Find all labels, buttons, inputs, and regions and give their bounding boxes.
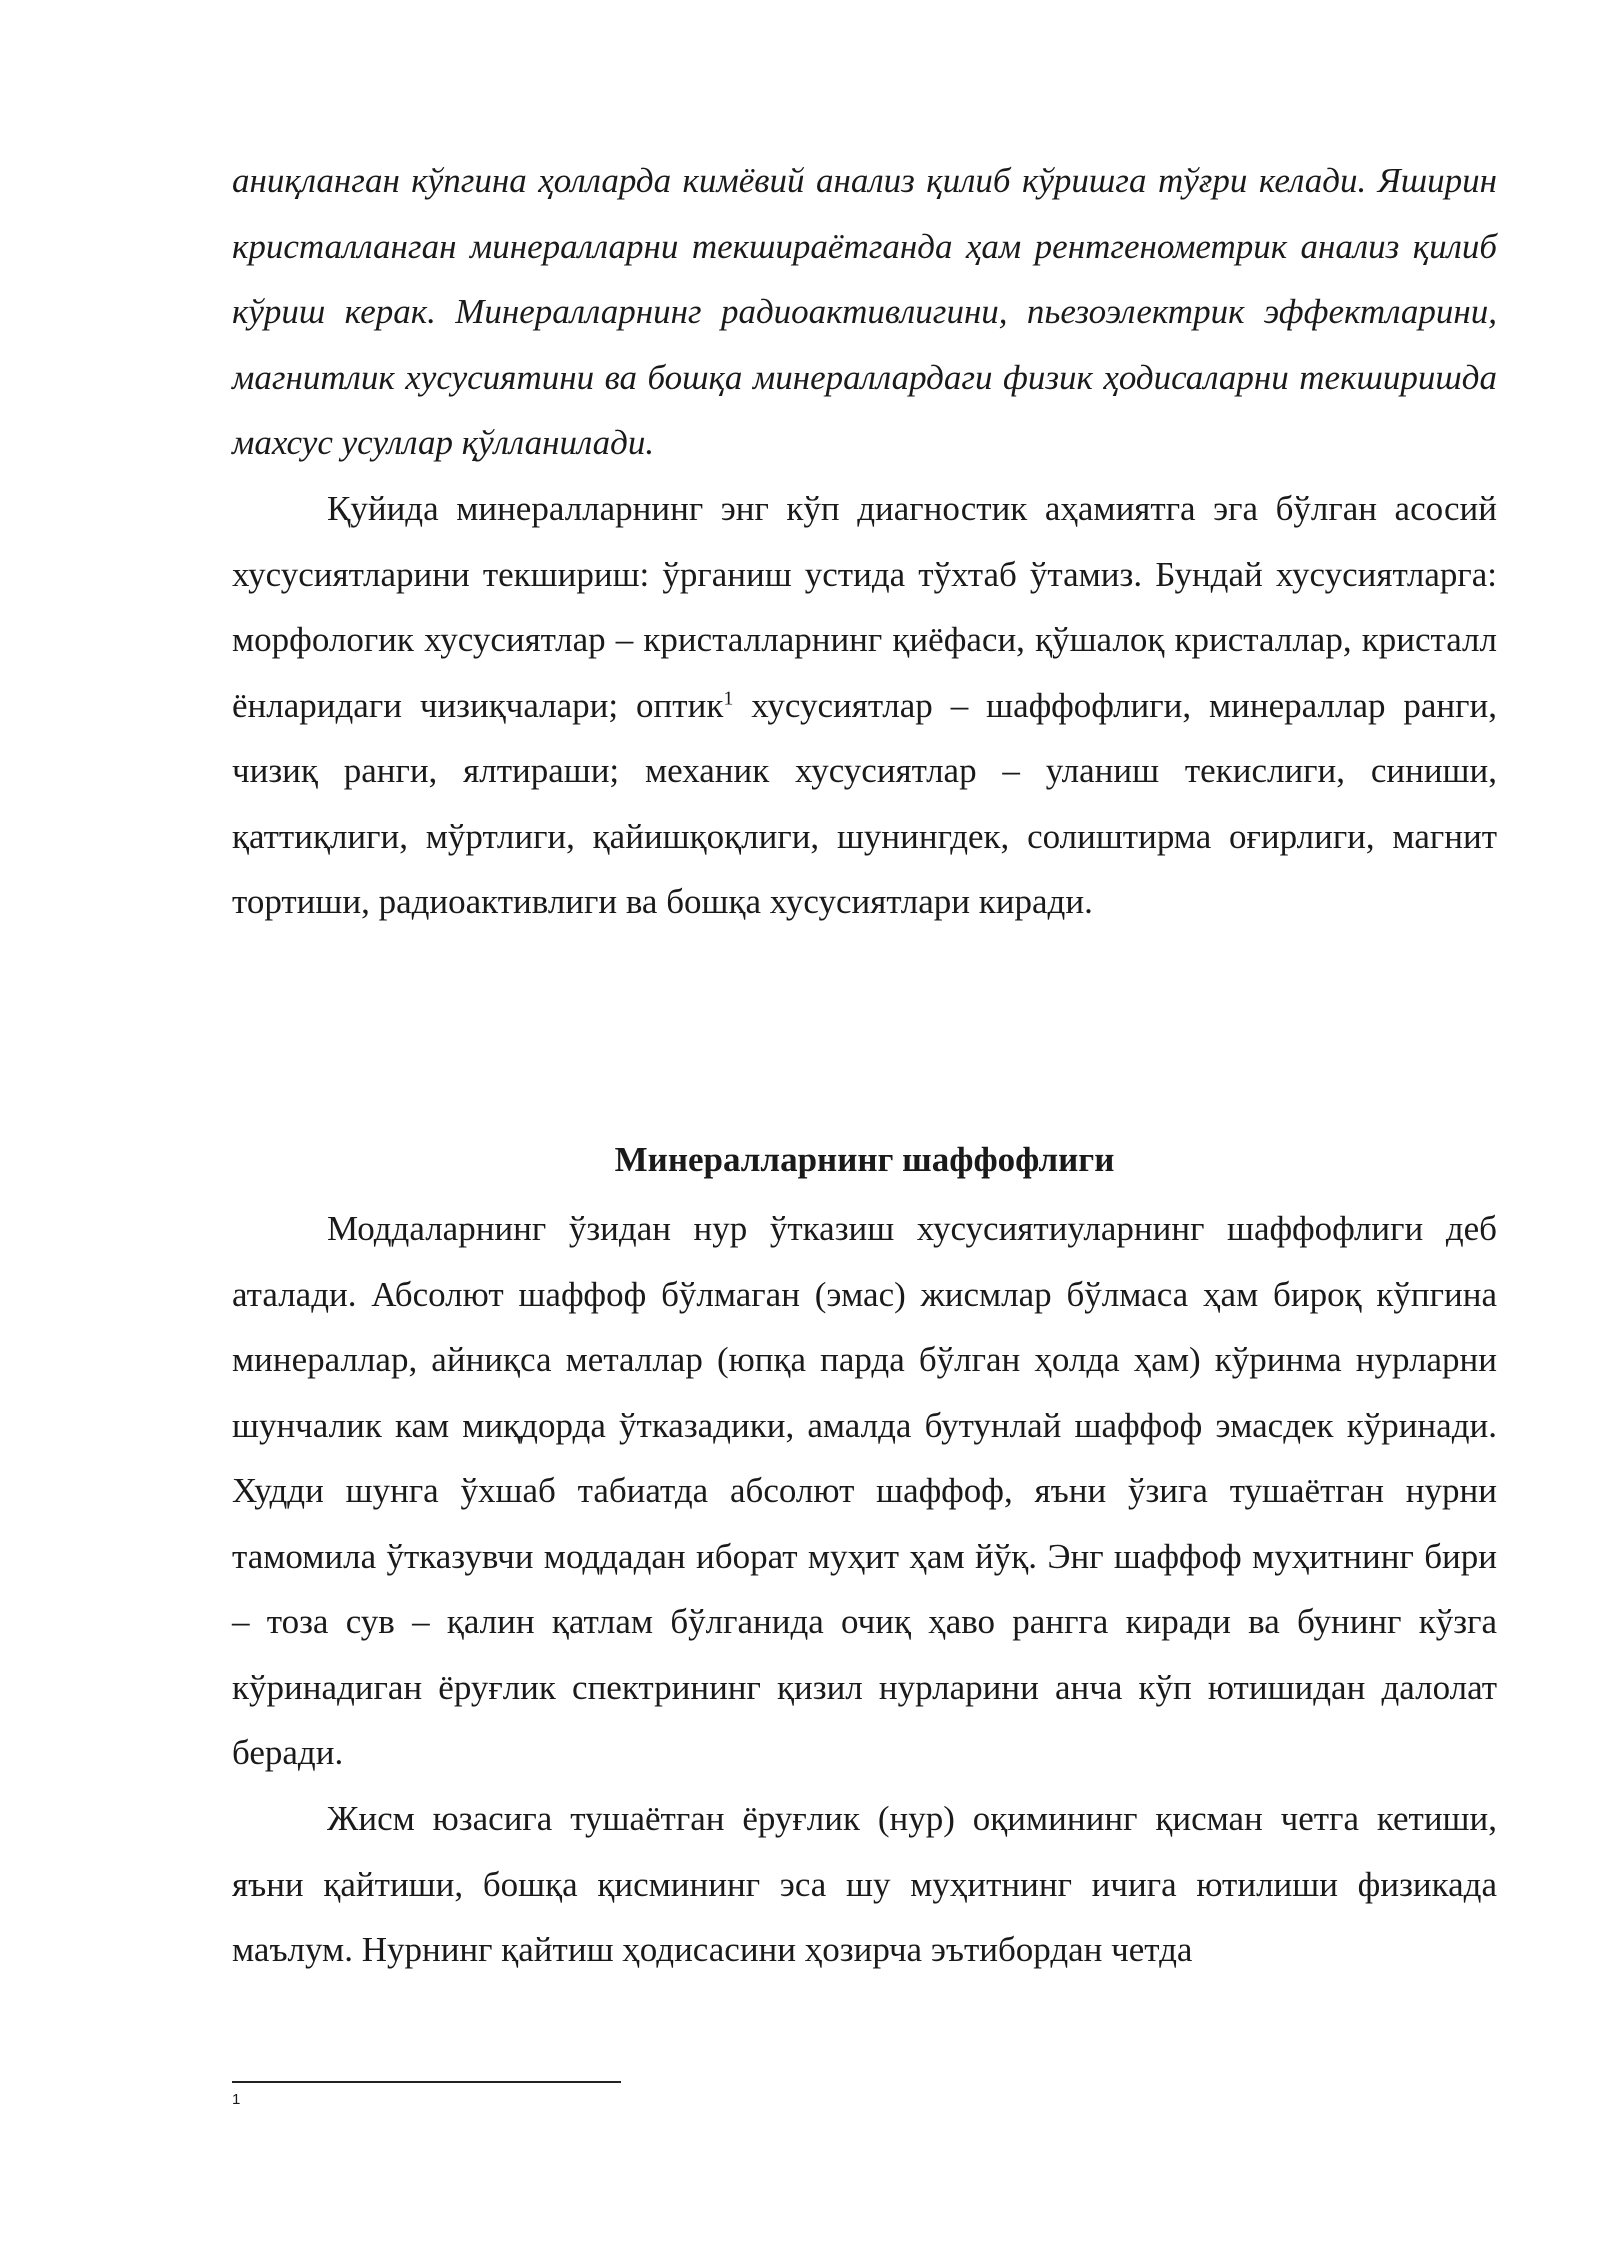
paragraph-transparency-definition: Моддаларнинг ўзидан нур ўтказиш хусусиятиуларнинг шаффофлиги деб аталади. Абсолют шаффоф бўлмаган (эмас) жисмлар бўлмаса ҳам бироқ кўпгина минераллар, айниқса металлар (юпқа парда бўлган ҳолда ҳам) кўринма нурларни шунчалик кам миқдорда ўтказадики, амалда бутунлай шаффоф эмасдек кўринади. Худди шунга ўхшаб табиатда абсолют шаффоф, яъни ўзига тушаётган нурни тамомила ўтказувчи моддадан иборат муҳит ҳам йўқ. Энг шаффоф муҳитнинг бири – тоза сув – қалин қатлам бўлганида очиқ ҳаво рангга киради ва бунинг кўзга кўринадиган ёруғлик спектрининг қизил нурларини анча кўп ютишидан далолат беради. <box>232 1209 1497 1772</box>
footnote-reference[interactable]: 1 <box>723 686 734 709</box>
section-heading: Минералларнинг шаффофлиги <box>614 1140 1115 1179</box>
paragraph-light-reflection: Жисм юзасига тушаётган ёруғлик (нур) оқимининг қисман четга кетиши, яъни қайтиши, бошқа қисмининг эса шу муҳитнинг ичига ютилиши физикада маълум. Нурнинг қайтиш ҳодисасини ҳозирча эътибордан четда <box>232 1799 1497 1969</box>
paragraph-diagnostic-properties-text-2: хусусиятлар – шаффофлиги, минераллар ранги, чизиқ ранги, ялтираши; механик хусусиятлар – уланиш текислиги, синиши, қаттиқлиги, мўртлиги, қайишқоқлиги, шунингдек, солиштирма оғирлиги, магнит тортиши, радиоактивлиги ва бошқа хусусиятлари киради. <box>232 685 1497 921</box>
footnote-separator <box>232 2081 621 2083</box>
paragraph-italic-intro: аниқланган кўпгина ҳолларда кимёвий анализ қилиб кўришга тўғри келади. Яширин кристалланган минералларни текшираётганда ҳам рентгенометрик анализ қилиб кўриш керак. Минералларнинг радиоактивлигини, пьезоэлектрик эффектларини, магнитлик хусусиятини ва бошқа минераллардаги физик ҳодисаларни текширишда махсус усуллар қўлланилади. <box>232 161 1497 462</box>
paragraph-diagnostic-properties-text-1: Қуйида минералларнинг энг кўп диагностик аҳамиятга эга бўлган асосий хусусиятларини текшириш: ўрганиш устида тўхтаб ўтамиз. Бундай хусусиятларга: морфологик хусусиятлар – кристалларнинг қиёфаси, қўшалоқ кристаллар, кристалл ёнларидаги чизиқчалари; оптик <box>232 489 1497 725</box>
footnote-number: 1 <box>232 2091 241 2108</box>
paragraph-diagnostic-properties <box>232 476 1497 935</box>
